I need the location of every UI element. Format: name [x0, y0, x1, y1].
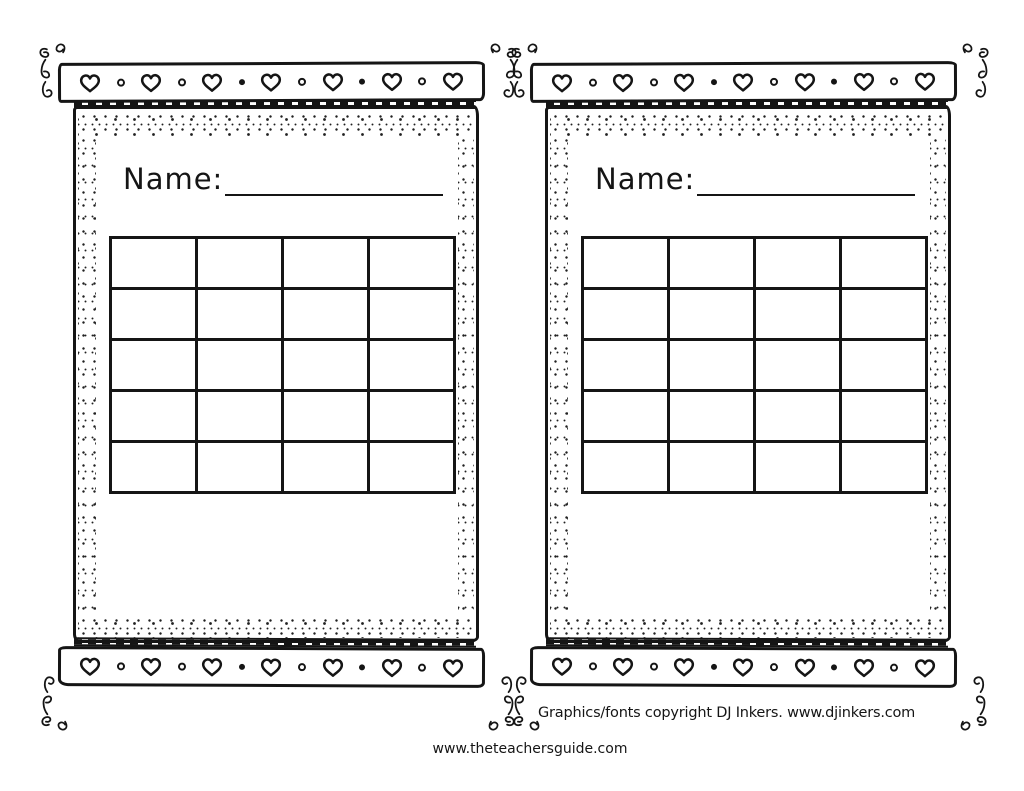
sticker-cell: [842, 341, 925, 389]
dot-icon: [831, 664, 837, 670]
dot-icon: [650, 663, 658, 671]
stipple-texture: [550, 134, 568, 618]
dot-icon: [650, 78, 658, 86]
heart-icon: [913, 71, 937, 92]
name-label: Name:: [595, 162, 696, 197]
sticker-cell: [370, 443, 453, 491]
heart-icon: [550, 656, 574, 677]
sticker-cell: [112, 443, 195, 491]
name-row: [595, 156, 915, 196]
heart-icon: [139, 72, 163, 93]
chart-body: [73, 105, 479, 643]
sticker-cell: [284, 239, 367, 287]
sticker-cell: [584, 290, 667, 338]
dot-icon: [117, 79, 125, 87]
heart-banner-top: [530, 61, 957, 103]
heart-icon: [792, 657, 816, 678]
heart-icon: [380, 71, 404, 92]
squiggle-doodle-icon: [954, 670, 988, 732]
heart-icon: [200, 72, 224, 93]
credit-line: Graphics/fonts copyright DJ Inkers. www.djinkers.com: [538, 705, 916, 721]
sticker-cell: [284, 290, 367, 338]
sticker-cell: [842, 239, 925, 287]
sticker-cell: [112, 290, 195, 338]
heart-icon: [441, 657, 465, 678]
name-fill-in-line: [225, 162, 443, 196]
heart-icon: [441, 71, 465, 92]
sticker-cell: [756, 239, 839, 287]
heart-icon: [259, 71, 283, 92]
heart-icon: [672, 72, 696, 93]
sticker-cell: [284, 341, 367, 389]
dot-icon: [359, 664, 365, 670]
sticker-cell: [370, 341, 453, 389]
heart-icon: [611, 72, 635, 93]
stipple-texture: [78, 614, 474, 638]
stipple-texture: [930, 134, 946, 618]
heart-icon: [259, 656, 283, 677]
heart-icon: [913, 657, 937, 678]
heart-banner-bottom: [58, 646, 485, 688]
sticker-cell: [370, 392, 453, 440]
sticker-cell: [370, 290, 453, 338]
sticker-grid: [581, 236, 928, 494]
dot-icon: [117, 662, 125, 670]
sticker-cell: [670, 239, 753, 287]
sticker-cell: [842, 443, 925, 491]
dot-icon: [239, 79, 245, 85]
sticker-cell: [584, 392, 667, 440]
sticker-cell: [284, 443, 367, 491]
dot-icon: [178, 78, 186, 86]
dot-icon: [890, 77, 898, 85]
dot-icon: [711, 79, 717, 85]
squiggle-doodle-icon: [956, 42, 990, 104]
sticker-cell: [756, 392, 839, 440]
heart-banner-top: [58, 61, 485, 103]
heart-icon: [731, 71, 755, 92]
heart-icon: [320, 71, 344, 92]
sticker-cell: [584, 443, 667, 491]
dot-icon: [831, 79, 837, 85]
sticker-grid: [109, 236, 456, 494]
heart-icon: [672, 656, 696, 677]
sticker-cell: [756, 443, 839, 491]
dot-icon: [589, 79, 597, 87]
heart-icon: [200, 656, 224, 677]
dot-icon: [418, 664, 426, 672]
stipple-texture: [78, 110, 474, 138]
heart-icon: [78, 72, 102, 93]
heart-icon: [320, 657, 344, 678]
heart-icon: [731, 656, 755, 677]
sticker-cell: [198, 341, 281, 389]
sticker-cell: [198, 290, 281, 338]
sticker-cell: [842, 290, 925, 338]
sticker-cell: [584, 341, 667, 389]
sticker-cell: [112, 341, 195, 389]
sticker-cell: [370, 239, 453, 287]
sticker-cell: [112, 392, 195, 440]
sticker-cell: [284, 392, 367, 440]
stipple-texture: [550, 110, 946, 138]
dot-icon: [711, 664, 717, 670]
dot-icon: [359, 79, 365, 85]
heart-icon: [139, 656, 163, 677]
sticker-cell: [198, 443, 281, 491]
heart-icon: [550, 72, 574, 93]
heart-icon: [852, 71, 876, 92]
heart-icon: [611, 656, 635, 677]
heart-icon: [792, 71, 816, 92]
heart-icon: [380, 657, 404, 678]
name-row: [123, 156, 443, 196]
sticker-cell: [842, 392, 925, 440]
incentive-chart-card: [38, 38, 518, 714]
sticker-cell: [756, 341, 839, 389]
dot-icon: [589, 662, 597, 670]
sticker-cell: [670, 341, 753, 389]
dot-icon: [890, 664, 898, 672]
chart-body: [545, 105, 951, 643]
dot-icon: [770, 663, 778, 671]
sticker-cell: [670, 392, 753, 440]
heart-icon: [852, 657, 876, 678]
stipple-texture: [78, 134, 96, 618]
sticker-cell: [198, 392, 281, 440]
dot-icon: [298, 78, 306, 86]
sticker-cell: [670, 290, 753, 338]
dot-icon: [418, 77, 426, 85]
dot-icon: [178, 663, 186, 671]
incentive-chart-card: [510, 38, 990, 714]
dot-icon: [298, 663, 306, 671]
website-line: www.theteachersguide.com: [432, 741, 628, 757]
heart-banner-bottom: [530, 646, 957, 688]
name-label: Name:: [123, 162, 224, 197]
dot-icon: [770, 78, 778, 86]
sticker-cell: [198, 239, 281, 287]
stipple-texture: [458, 134, 474, 618]
stipple-texture: [550, 614, 946, 638]
name-fill-in-line: [697, 162, 915, 196]
sticker-cell: [112, 239, 195, 287]
sticker-cell: [584, 239, 667, 287]
sticker-cell: [670, 443, 753, 491]
dot-icon: [239, 664, 245, 670]
sticker-cell: [756, 290, 839, 338]
heart-icon: [78, 656, 102, 677]
